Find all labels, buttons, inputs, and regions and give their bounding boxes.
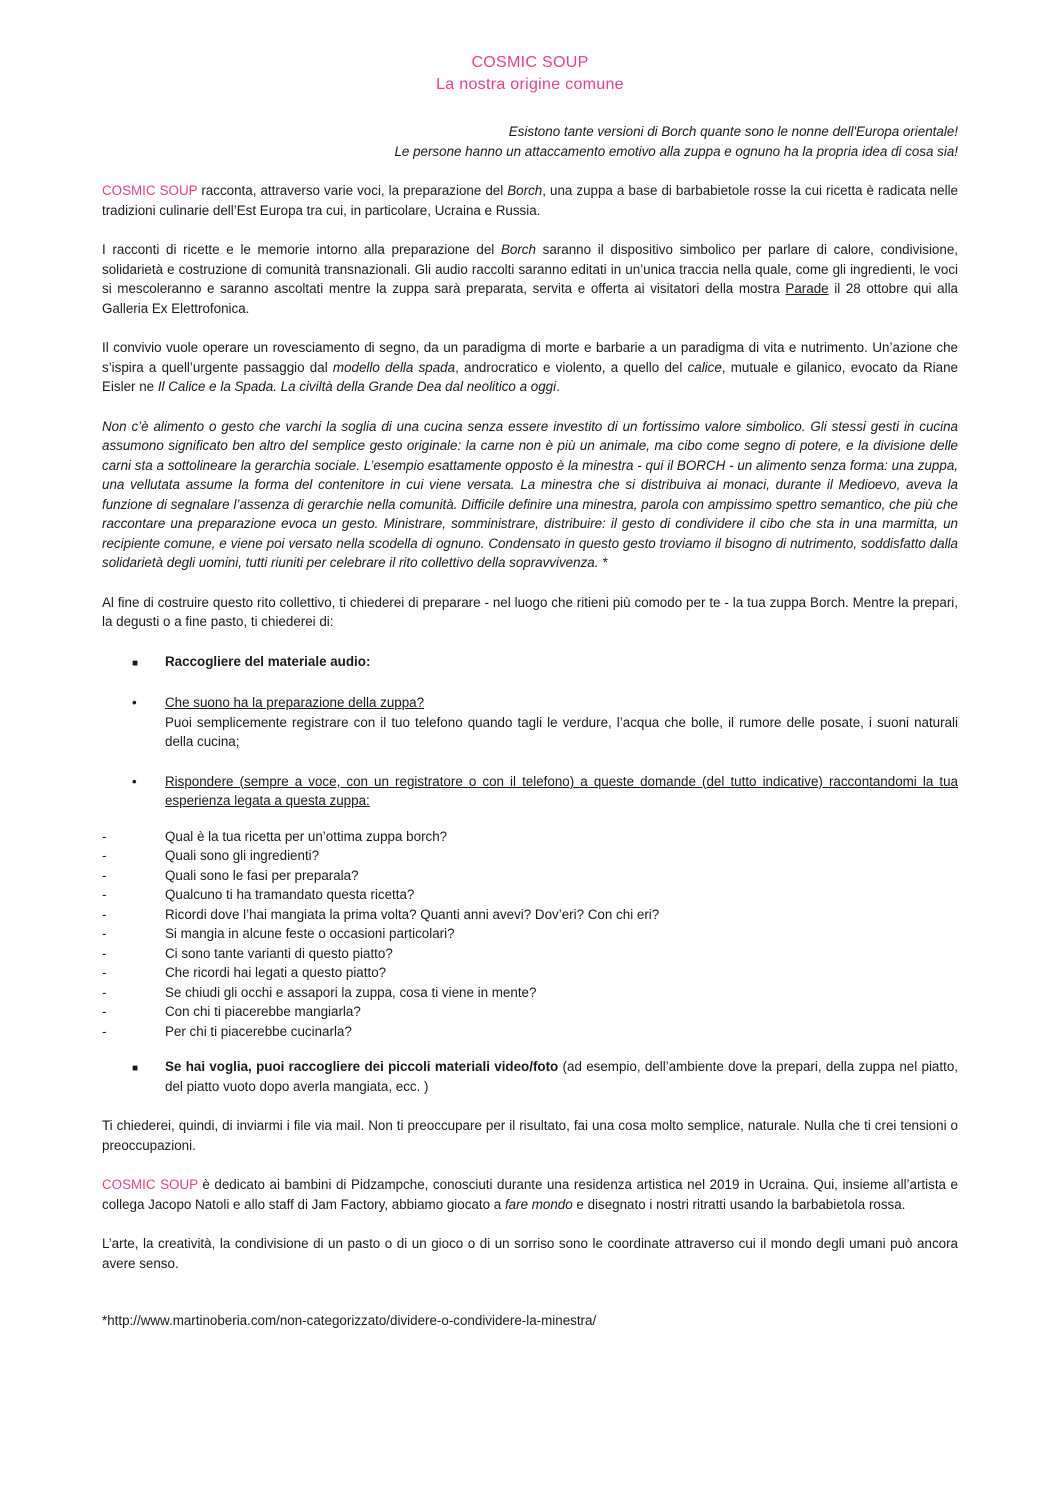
paragraph-convivio [102,338,958,397]
text-run: saranno il dispositivo simbolico per parlare di calore, condivisione, solidarietà e costruzione di comunità transnazionali. Gli audio raccolti saranno editati in un’unica traccia nella quale, come gli ingredienti, le voci si mescoleranno e saranno ascoltati mentre la zuppa sarà preparata, servita e offerta ai visitatori della mostra [102,242,958,296]
bullet-text [165,693,958,752]
list-item [102,1022,958,1042]
bullet-glyph: • [132,773,137,789]
dash-marker: - [102,1004,107,1019]
text-run: modello della spada [332,359,456,375]
document-title [102,52,958,96]
questions-list [102,827,958,1042]
paragraph-send: Ti chiederei, quindi, di inviarmi i file via mail. Non ti preoccupare per il risultato, fai una cosa molto semplice, naturale. Nulla che ti crei tensioni o preoccupazioni. [102,1118,958,1153]
text-run: , androcratico e violento, a quello del [455,359,688,375]
dot-bullet-icon [102,772,165,811]
text-run: , mutuale e gilanico, evocato da Riane Eisler ne [102,359,958,394]
dash-marker: - [102,906,107,922]
list-item [102,866,958,886]
text-run: fare mondo [504,1196,573,1212]
epigraph [102,122,958,161]
question-text: Che ricordi hai legati a questo piatto? [165,965,387,980]
brand-name: COSMIC SOUP [102,1177,198,1192]
question-text: Quali sono le fasi per preparala? [165,867,359,883]
footnote-link[interactable]: *http://www.martinoberia.com/non-categorizzato/dividere-o-condividere-la-minestra/ [102,1313,597,1328]
question-text: Qual è la tua ricetta per un’ottima zuppa borch? [165,828,448,844]
list-item [102,905,958,925]
list-item [102,827,958,847]
paragraph-dedication [102,1175,958,1214]
list-item [102,652,958,674]
question-text: Ci sono tante varianti di questo piatto? [165,945,393,961]
dash-marker: - [102,945,107,961]
text-run: Se hai voglia, puoi raccogliere dei piccoli materiali video/foto [165,1059,559,1074]
question-text: Si mangia in alcune feste o occasioni particolari? [165,926,455,941]
text-run: e disegnato i nostri ritratti usando la barbabietola rossa. [572,1196,906,1212]
text-run: Il convivio vuole operare un rovesciamento di segno, da un paradigma di morte e barbarie a un paradigma di vita e nutrimento. Un’azione che s’ispira a quell’urgente passaggio dal [102,340,958,375]
bullet-glyph: • [132,695,137,710]
text-run: I racconti di ricette e le memorie intorno alla preparazione del [102,242,501,257]
paragraph-art: L’arte, la creatività, la condivisione di un pasto o di un gioco o di un sorriso sono le coordinate attraverso cui il mondo degli umani può ancora avere senso. [102,1236,958,1271]
bullet-glyph: ■ [132,657,139,669]
parade-link: Parade [785,281,829,296]
list-item [102,944,958,964]
text-run: calice [687,359,722,375]
dash-marker: - [102,926,107,941]
bullet-heading: Che suono ha la preparazione della zuppa? [165,695,425,710]
title-subtitle: La nostra origine comune [436,76,624,93]
text-run: (ad esempio, dell’ambiente dove la prepari, della zuppa nel piatto, del piatto vuoto dopo averla mangiata, ecc. ) [165,1059,958,1094]
epigraph-line-1: Esistono tante versioni di Borch quante sono le nonne dell'Europa orientale! [508,124,958,139]
bullet-text [165,1057,958,1096]
text-run: . [556,379,560,394]
list-item [102,846,958,866]
dash-marker: - [102,965,107,980]
question-text: Ricordi dove l’hai mangiata la prima volta? Quanti anni avevi? Dov’eri? Con chi eri? [165,906,660,922]
square-bullet-icon [102,652,165,674]
quote-paragraph: Non c’è alimento o gesto che varchi la soglia di una cucina senza essere investito di un fortissimo valore simbolico. Gli stessi gesti in cucina assumono significato ben altro del semplice gesto originale: la carne non è più un animale, ma cibo come segno di potere, e la divisione delle carni sta a sottolineare la gerarchia sociale. L’esempio esattamente opposto è la minestra - qui il BORCH - un alimento senza forma: una zuppa, una vellutata assume la forma del contenitore in cui viene versata. La minestra che si distribuiva ai monaci, durante il Medioevo, aveva la funzione di segnalare l’assenza di gerarchie nella comunità. Difficile definire una minestra, parola con ampissimo spettro semantico, che più che raccontare una preparazione evoca un gesto. Ministrare, somministrare, distribuire: il gesto di condividere il cibo che sta in una marmitta, un recipiente comune, e viene poi versato nella scodella di ognuno. Condensato in questo gesto troviamo il bisogno di nutrimento, soddisfatto dalla solidarietà degli uomini, tutti riuniti per celebrare il rito collettivo della sopravvivenza. * [102,418,958,570]
list-item [102,924,958,944]
dash-marker: - [102,1023,107,1039]
list-item [102,772,958,811]
text-run: è dedicato ai bambini di Pidzampche, conosciuti durante una residenza artistica nel 2019 in Ucraina. Qui, insieme all’artista e collega Jacopo Natoli e allo staff di Jam Factory, abbiamo giocato a [102,1177,958,1212]
title-main: COSMIC SOUP [471,54,589,71]
list-item [102,885,958,905]
list-item [102,983,958,1003]
text-run: racconta, attraverso varie voci, la preparazione del [197,183,508,198]
question-text: Qualcuno ti ha tramandato questa ricetta? [165,887,415,902]
question-text: Per chi ti piacerebbe cucinarla? [165,1023,352,1039]
list-item [102,693,958,752]
dot-bullet-icon [102,693,165,752]
document-page [102,52,958,1331]
list-item [102,963,958,983]
bullet-body: Puoi semplicemente registrare con il tuo telefono quando tagli le verdure, l’acqua che bolle, il rumore delle posate, i suoni naturali della cucina; [165,714,958,749]
bullet-glyph: ■ [132,1063,139,1074]
book-title: Il Calice e la Spada. La civiltà della Grande Dea dal neolitico a oggi [157,379,557,394]
bullet-text: Rispondere (sempre a voce, con un registratore o con il telefono) a queste domande (del tutto indicative) raccontandomi la tua esperienza legata a questa zuppa: [165,773,958,808]
paragraph-recipes [102,240,958,318]
brand-name: COSMIC SOUP [102,183,198,198]
dash-marker: - [102,867,107,883]
text-run: Borch [500,242,536,257]
paragraph-request: Al fine di costruire questo rito collettivo, ti chiederei di preparare - nel luogo che ritieni più comodo per te - la tua zuppa Borch. Mentre la prepari, la degusti o a fine pasto, ti chiederei di: [102,594,958,629]
paragraph-intro [102,181,958,220]
text-run: , una zuppa a base di barbabietole rosse la cui ricetta è radicata nelle tradizioni culinarie dell’Est Europa tra cui, in particolare, Ucraina e Russia. [102,183,958,218]
question-text: Se chiudi gli occhi e assapori la zuppa, cosa ti viene in mente? [165,984,537,1000]
bullet-text: Raccogliere del materiale audio: [165,653,371,669]
dash-marker: - [102,984,107,1000]
epigraph-line-2: Le persone hanno un attaccamento emotivo alla zuppa e ognuno ha la propria idea di cosa sia! [394,143,958,159]
list-item [102,1002,958,1022]
dash-marker: - [102,848,107,863]
dash-marker: - [102,828,107,844]
list-item [102,1057,958,1096]
text-run: il 28 ottobre qui alla Galleria Ex Elettrofonica. [102,281,958,316]
dash-marker: - [102,887,107,902]
square-bullet-icon [102,1057,165,1096]
question-text: Con chi ti piacerebbe mangiarla? [165,1004,361,1019]
text-run: Borch [507,183,543,198]
question-text: Quali sono gli ingredienti? [165,848,320,863]
